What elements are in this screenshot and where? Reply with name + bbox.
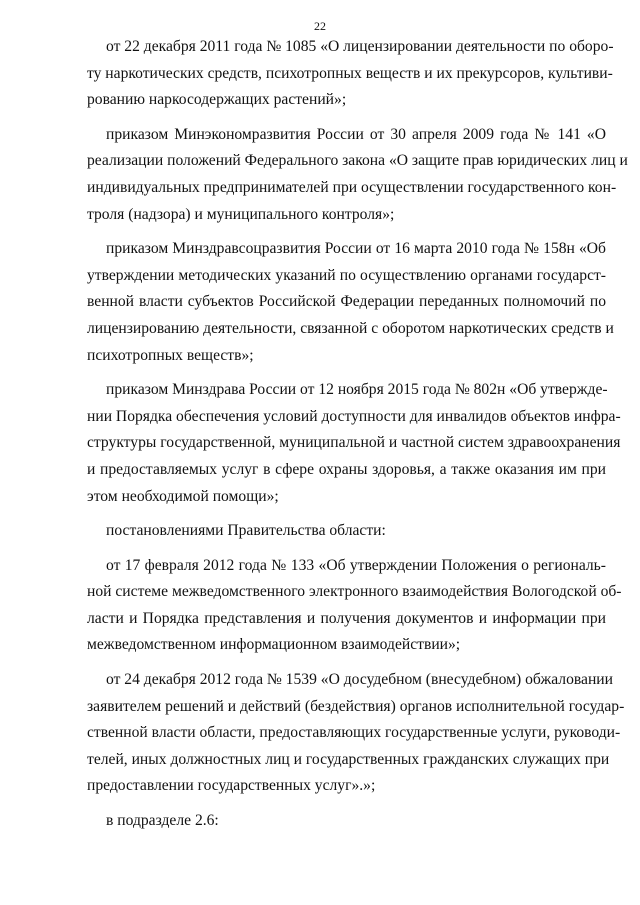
paragraph-gap [87,545,606,553]
paragraph-line: приказом Минздрава России от 12 ноября 2015 года № 802н «Об утвержде- [106,381,608,399]
paragraph-line: троля (надзора) и муниципального контроля»; [87,205,395,223]
paragraph-line: утверждении методических указаний по осуществлению органами государст- [87,266,606,284]
paragraph-line: приказом Минэкономразвития России от 30 апреля 2009 года № 141 «О [106,125,606,143]
paragraph-line: постановлениями Правительства области: [106,522,386,540]
paragraph-line: структуры государственной, муниципальной и частной систем здравоохранения [87,434,621,452]
paragraph-gap [87,800,606,808]
document-body [87,34,628,835]
paragraph-line: в подразделе 2.6: [106,812,219,830]
paragraph-gap [87,659,606,667]
paragraph-line: предоставлении государственных услуг».»; [87,777,376,795]
paragraph-line: ной системе межведомственного электронного взаимодействия Вологодской об- [87,583,622,601]
paragraph-resolution-133 [87,553,622,659]
paragraph-resolution-1539 [87,667,625,800]
paragraph-line: венной власти субъектов Российской Федерации переданных полномочий по [87,293,606,311]
paragraph-line: индивидуальных предпринимателей при осуществлении государственного кон- [87,178,617,196]
paragraph-line: межведомственном информационном взаимодействии»; [87,636,461,654]
paragraph-gap [87,114,606,122]
paragraph-line: этом необходимой помощи»; [87,487,279,505]
paragraph-line: ласти и Порядка представления и получения документов и информации при [87,609,606,627]
paragraph-line: от 24 декабря 2012 года № 1539 «О досудебном (внесудебном) обжаловании [106,671,613,689]
paragraph-minhealth-social-order [87,236,614,369]
paragraph-gap [87,228,606,236]
paragraph-line: приказом Минздравсоцразвития России от 16 марта 2010 года № 158н «Об [106,240,606,258]
page-number: 22 [314,19,326,33]
paragraph-line: психотропных веществ»; [87,346,254,364]
paragraph-line: телей, иных должностных лиц и государственных гражданских служащих при [87,750,610,768]
paragraph-line: заявителем решений и действий (бездействия) органов исполнительной государ- [87,697,625,715]
paragraph-line: ственной власти области, предоставляющих государственные услуги, руководи- [87,724,621,742]
paragraph-line: и предоставляемых услуг в сфере охраны здоровья, а также оказания им при [87,460,606,478]
paragraph-line: от 17 февраля 2012 года № 133 «Об утверждении Положения о региональ- [106,556,606,574]
paragraph-line: от 22 декабря 2011 года № 1085 «О лицензировании деятельности по оборо- [106,38,614,55]
paragraph-government-resolutions [87,518,606,545]
paragraph-line: лицензированию деятельности, связанной с оборотом наркотических средств и [87,319,614,337]
paragraph-gap [87,369,606,377]
paragraph-line: нии Порядка обеспечения условий доступности для инвалидов объектов инфра- [87,407,621,425]
paragraph-line: реализации положений Федерального закона «О защите прав юридических лиц и [87,152,628,170]
paragraph-line: ту наркотических средств, психотропных веществ и их прекурсоров, культиви- [87,64,613,82]
paragraph-license-decree [87,34,614,114]
paragraph-mineconomy-order [87,122,628,228]
paragraph-minhealth-order [87,377,621,510]
paragraph-subsection-2-6 [87,808,606,835]
paragraph-gap [87,510,606,518]
paragraph-line: рованию наркосодержащих растений»; [87,91,347,109]
